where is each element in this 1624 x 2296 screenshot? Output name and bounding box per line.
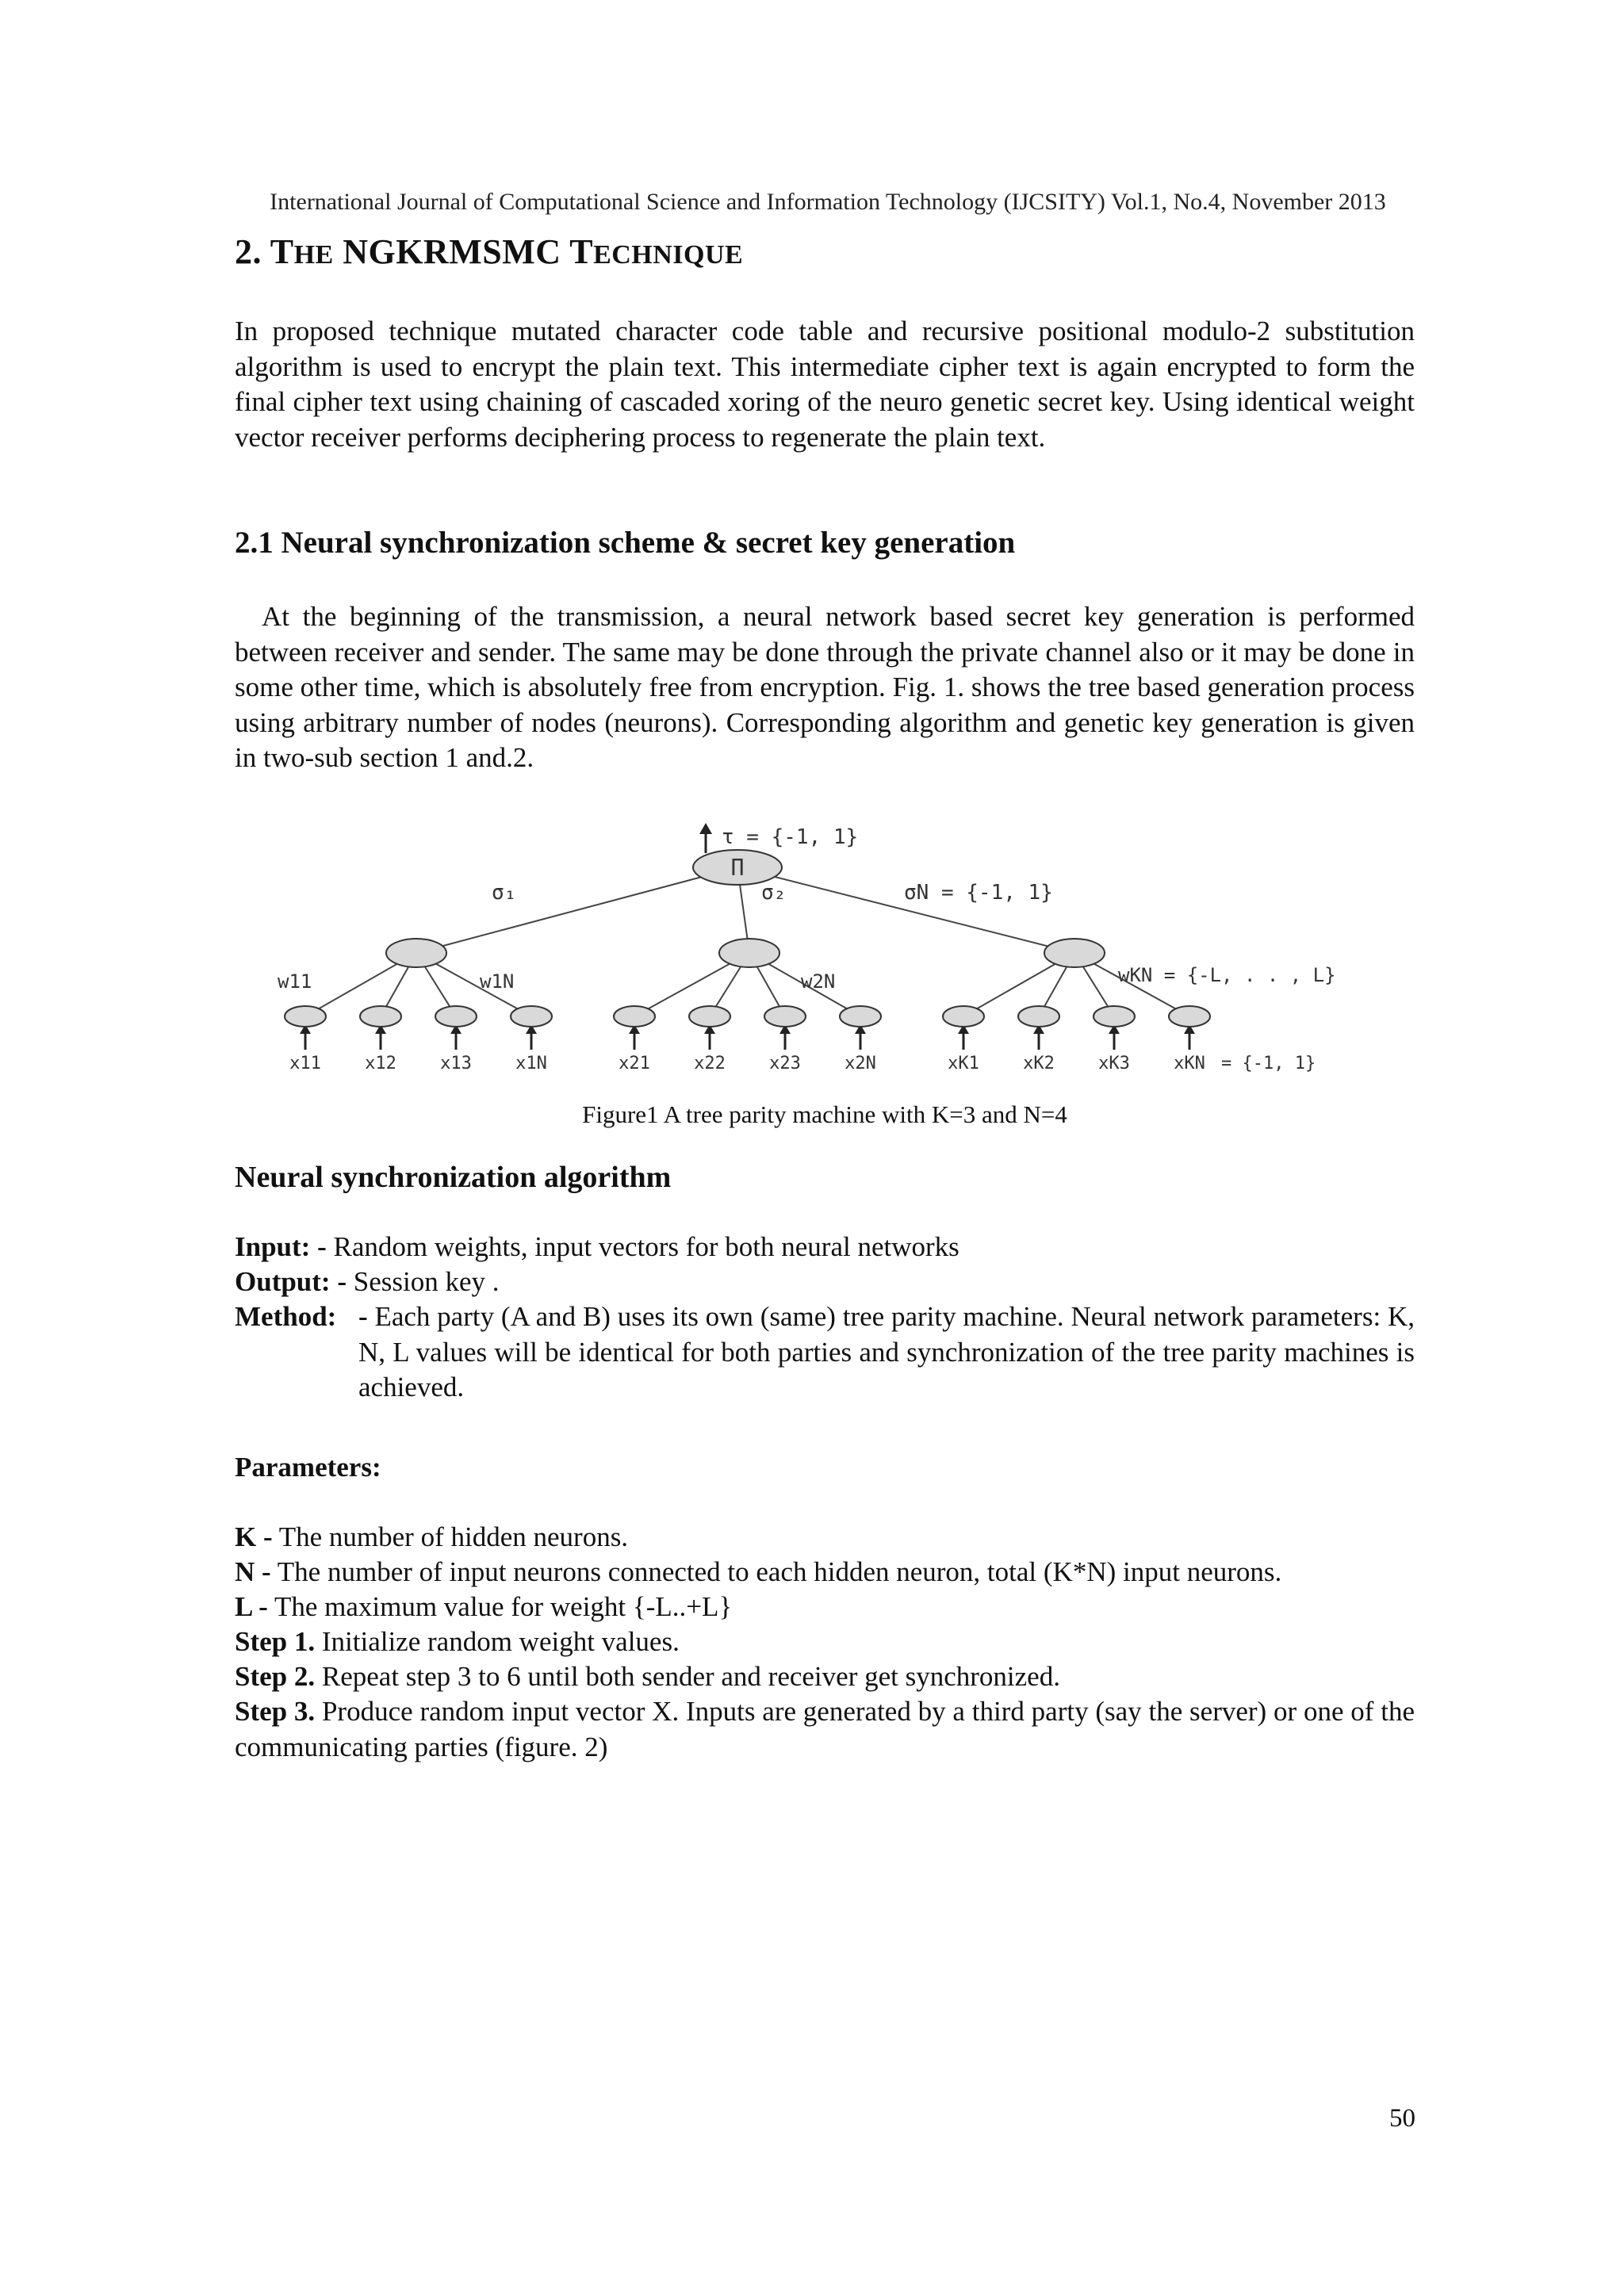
input-label: x23 bbox=[769, 1054, 801, 1073]
input-neuron bbox=[285, 1006, 326, 1027]
step-3 bbox=[235, 1694, 1415, 1765]
weight-label-wkn: wKN = {-L, . . , L} bbox=[1118, 964, 1336, 986]
input-label: xK3 bbox=[1098, 1054, 1130, 1073]
input-neuron bbox=[614, 1006, 655, 1027]
input-label: xK1 bbox=[948, 1054, 979, 1073]
weight-label-w1n: w1N bbox=[480, 970, 515, 993]
method-dash: - bbox=[358, 1301, 368, 1332]
section-number: 2. bbox=[235, 232, 262, 271]
page-number: 50 bbox=[1389, 2104, 1415, 2133]
param-l bbox=[235, 1590, 732, 1625]
step-label: Step 2. bbox=[235, 1661, 316, 1692]
input-neuron bbox=[360, 1006, 401, 1027]
step-label: Step 3. bbox=[235, 1696, 316, 1727]
method-label: Method: bbox=[235, 1301, 337, 1332]
input-labels bbox=[289, 1054, 1205, 1073]
title-smallcaps-2: ECHNIQUE bbox=[593, 240, 744, 270]
input-label: x2N bbox=[845, 1054, 876, 1073]
input-label: Input: - bbox=[235, 1231, 327, 1262]
input-text: Random weights, input vectors for both neural networks bbox=[326, 1231, 959, 1262]
step-2 bbox=[235, 1659, 1060, 1695]
step-text: Produce random input vector X. Inputs are generated by a third party (say the server) or one of the communicating parties (figure. 2) bbox=[235, 1696, 1415, 1762]
input-range-label: = {-1, 1} bbox=[1221, 1054, 1316, 1073]
neurons bbox=[285, 850, 1210, 1027]
input-label: x13 bbox=[440, 1054, 472, 1073]
input-arrows bbox=[300, 1024, 1195, 1050]
param-label: N - bbox=[235, 1556, 271, 1587]
parameters-title-text: Parameters: bbox=[235, 1452, 381, 1483]
intro-paragraph: In proposed technique mutated character code table and recursive positional modulo-2 substitution algorithm is used to encrypt the plain text. This intermediate cipher text is again encrypted to form the final cipher text using chaining of cascaded xoring of the neuro genetic secret key. Using identical weight vector receiver performs deciphering process to regenerate the plain text. bbox=[235, 316, 1415, 453]
tree-parity-diagram bbox=[262, 820, 1396, 1073]
param-text: The number of input neurons connected to each hidden neuron, total (K*N) input neurons. bbox=[270, 1556, 1282, 1587]
section-title bbox=[235, 232, 743, 272]
input-label: x1N bbox=[515, 1054, 547, 1073]
hidden-neuron bbox=[719, 939, 779, 967]
title-cap-2: NGKRMSMC T bbox=[333, 232, 594, 271]
input-label: xKN bbox=[1174, 1054, 1205, 1073]
input-neuron bbox=[943, 1006, 984, 1027]
step-label: Step 1. bbox=[235, 1626, 316, 1657]
input-neuron bbox=[1094, 1006, 1135, 1027]
input-neuron bbox=[840, 1006, 881, 1027]
figure-caption: Figure1 A tree parity machine with K=3 and N=4 bbox=[582, 1100, 1067, 1128]
weight-label-w11: w11 bbox=[278, 970, 312, 993]
input-neuron bbox=[689, 1006, 730, 1027]
title-cap-1: T bbox=[270, 232, 294, 271]
step-text: Repeat step 3 to 6 until both sender and receiver get synchronized. bbox=[315, 1661, 1060, 1692]
param-text: The number of hidden neurons. bbox=[272, 1521, 629, 1552]
weight-label-w2n: w2N bbox=[801, 970, 836, 993]
input-label: x11 bbox=[289, 1054, 321, 1073]
hidden-neuron bbox=[1044, 939, 1105, 967]
algorithm-method bbox=[235, 1299, 1415, 1406]
input-neuron bbox=[511, 1006, 552, 1027]
step-text: Initialize random weight values. bbox=[315, 1626, 680, 1657]
sigma-label-1: σ₁ bbox=[492, 881, 517, 905]
running-head: International Journal of Computational Science and Information Technology (IJCSITY) Vol.1, No.4, November 2013 bbox=[270, 189, 1386, 215]
input-neuron bbox=[435, 1006, 477, 1027]
algorithm-output bbox=[235, 1265, 500, 1300]
param-label: L - bbox=[235, 1591, 268, 1622]
input-neuron bbox=[764, 1006, 806, 1027]
param-k bbox=[235, 1520, 628, 1556]
subsection-paragraph: At the beginning of the transmission, a neural network based secret key generation is performed between receiver and sender. The same may be done through the private channel also or it may be done in some other time, which is absolutely free from encryption. Fig. 1. shows the tree based generation process using arbitrary number of nodes (neurons). Corresponding algorithm and genetic key generation is given in two-sub section 1 and.2. bbox=[235, 601, 1415, 773]
subsection-title: 2.1 Neural synchronization scheme & secret key generation bbox=[235, 526, 1016, 560]
input-label: xK2 bbox=[1023, 1054, 1055, 1073]
method-body: Each party (A and B) uses its own (same) tree parity machine. Neural network parameters: K, N, L values will be identical for both parties and synchronization of the tree parity machines is achieved. bbox=[358, 1301, 1415, 1402]
input-label: x21 bbox=[619, 1054, 650, 1073]
output-label: Output: - bbox=[235, 1266, 347, 1297]
input-neuron bbox=[1018, 1006, 1059, 1027]
tau-label: τ = {-1, 1} bbox=[722, 825, 859, 849]
hidden-neuron bbox=[386, 939, 446, 967]
param-n bbox=[235, 1555, 1281, 1590]
root-label: Π bbox=[730, 855, 745, 881]
title-smallcaps-1: HE bbox=[293, 240, 334, 270]
param-label: K - bbox=[235, 1521, 273, 1552]
input-label: x12 bbox=[365, 1054, 396, 1073]
output-text: Session key . bbox=[347, 1266, 500, 1297]
param-text: The maximum value for weight {-L..+L} bbox=[267, 1591, 733, 1622]
tree-parity-figure bbox=[262, 820, 1396, 1073]
method-text bbox=[358, 1299, 1415, 1406]
input-label: x22 bbox=[694, 1054, 726, 1073]
algorithm-input bbox=[235, 1230, 959, 1265]
parameters-title bbox=[235, 1450, 381, 1486]
sigma-label-2: σ₂ bbox=[761, 881, 787, 905]
input-neuron bbox=[1169, 1006, 1210, 1027]
sigma-label-n: σN = {-1, 1} bbox=[904, 881, 1053, 905]
algorithm-title: Neural synchronization algorithm bbox=[235, 1161, 672, 1194]
step-1 bbox=[235, 1624, 680, 1660]
